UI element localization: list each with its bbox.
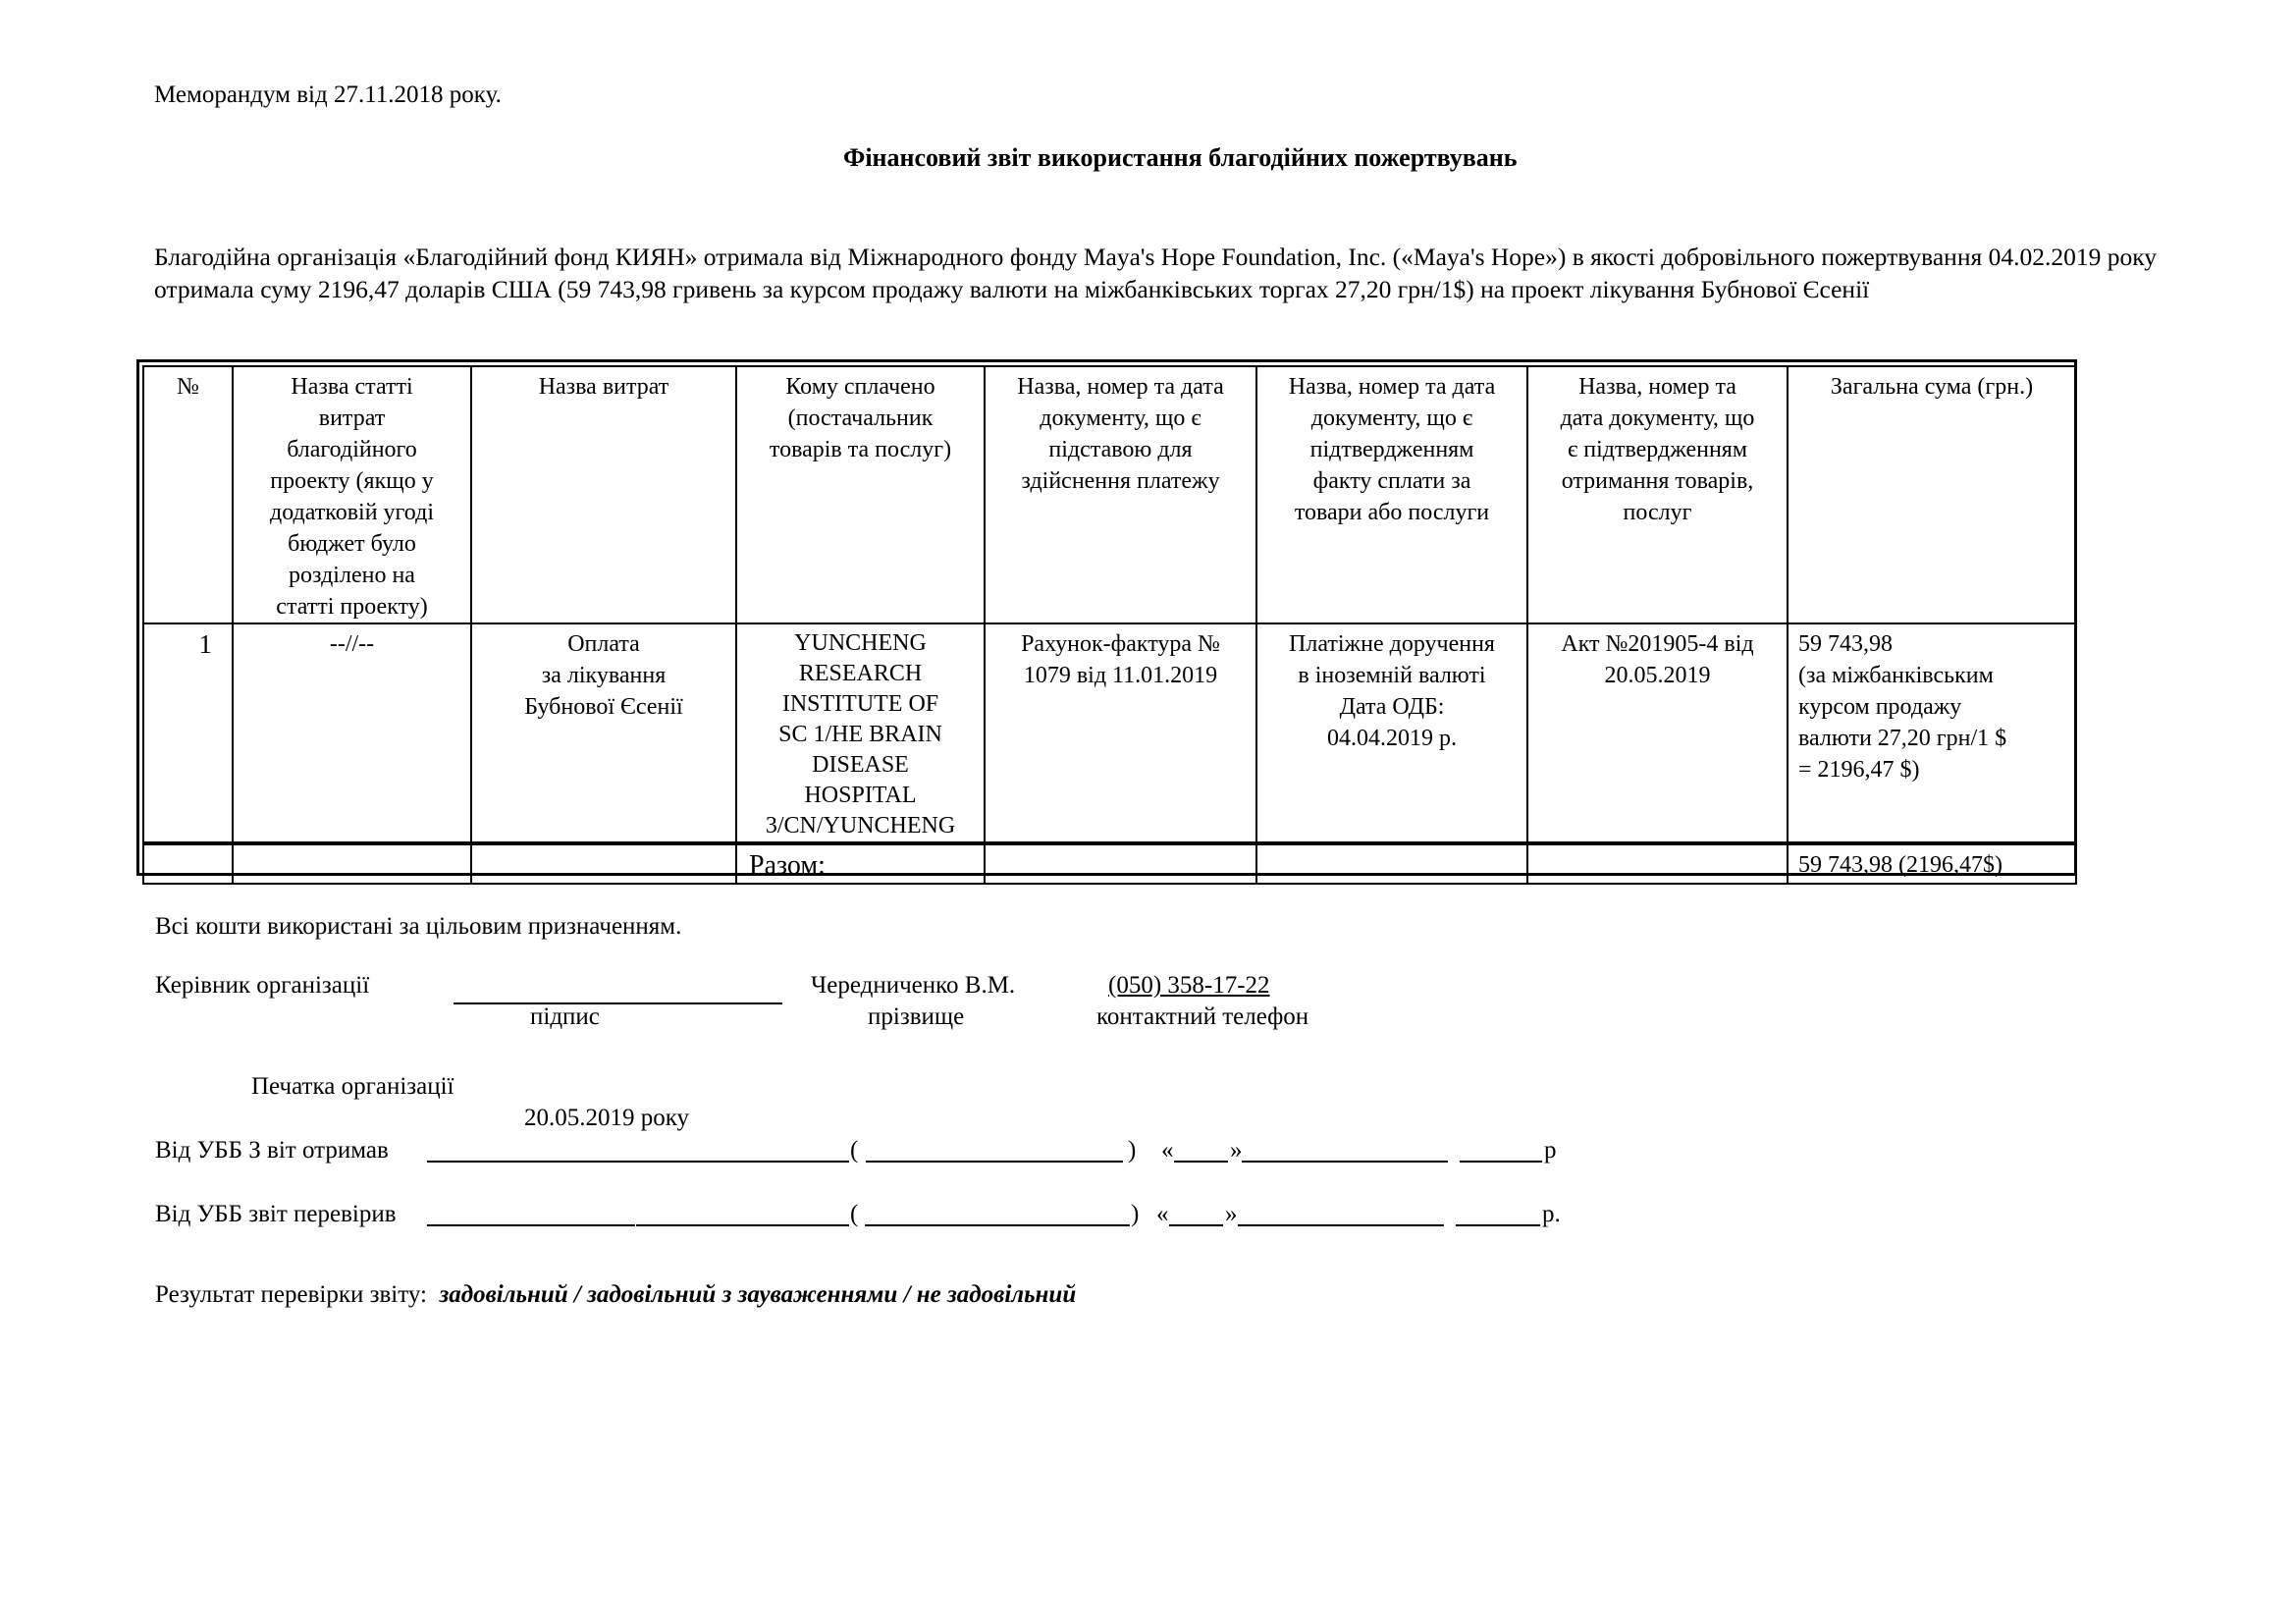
header-receipt-confirmation: Назва, номер та дата документу, що є підтвердженням отримання товарів, послуг xyxy=(1527,366,1788,623)
row-payment-confirmation: Платіжне доручення в іноземній валюті Дата ОДБ: 04.04.2019 р. xyxy=(1256,623,1527,843)
total-sum: 59 743,98 (2196,47$) xyxy=(1788,843,2076,884)
row-number: 1 xyxy=(143,623,233,843)
checked-label: Від УББ звіт перевірив xyxy=(155,1201,397,1227)
row-receipt-confirmation: Акт №201905-4 від 20.05.2019 xyxy=(1527,623,1788,843)
header-payment-basis: Назва, номер та дата документу, що є підставою для здійснення платежу xyxy=(985,366,1256,623)
total-empty-cell xyxy=(985,843,1256,884)
result-options: задовільний / задовільний з зауваженнями / не задовільний xyxy=(439,1281,1077,1308)
open-paren: ( xyxy=(850,1137,859,1164)
page-title: Фінансовий звіт використання благодійних пожертвувань xyxy=(843,143,1518,172)
header-payee: Кому сплачено (постачальник товарів та послуг) xyxy=(736,366,985,623)
checked-day-line[interactable] xyxy=(1169,1224,1223,1226)
result-label: Результат перевірки звіту: xyxy=(155,1281,427,1308)
row-payee: YUNCHENG RESEARCH INSTITUTE OF SC 1/HE BRAIN DISEASE HOSPITAL 3/CN/YUNCHENG xyxy=(736,623,985,843)
total-empty-cell xyxy=(471,843,736,884)
checked-year-line[interactable] xyxy=(1456,1224,1540,1226)
header-payment-confirmation: Назва, номер та дата документу, що є підтвердженням факту сплати за товари або послуги xyxy=(1256,366,1527,623)
close-paren: ) xyxy=(1131,1201,1140,1227)
year-suffix: р. xyxy=(1542,1201,1561,1227)
header-article: Назва статті витрат благодійного проекту (якщо у додатковій угоді бюджет було розділено на статті проекту) xyxy=(233,366,471,623)
stamp-label: Печатка організації xyxy=(251,1073,454,1100)
received-day-line[interactable] xyxy=(1174,1161,1228,1163)
usage-note: Всі кошти використані за цільовим призначенням. xyxy=(155,913,682,940)
year-suffix: р xyxy=(1544,1137,1557,1164)
report-table xyxy=(142,365,2077,885)
table-row xyxy=(143,623,2076,843)
row-expense: Оплата за лікування Бубнової Єсенії xyxy=(471,623,736,843)
caption-surname: прізвище xyxy=(868,1003,965,1030)
caption-signature: підпис xyxy=(530,1003,600,1030)
table-header-row xyxy=(143,366,2076,623)
received-label: Від УББ З віт отримав xyxy=(155,1137,389,1164)
expense-table xyxy=(136,359,2077,881)
total-empty-cell xyxy=(233,843,471,884)
header-number: № xyxy=(143,366,233,623)
checked-signature-line-a[interactable] xyxy=(427,1224,635,1226)
checked-month-line[interactable] xyxy=(1238,1224,1444,1226)
received-month-line[interactable] xyxy=(1242,1161,1448,1163)
header-expense: Назва витрат xyxy=(471,366,736,623)
open-paren: ( xyxy=(850,1201,859,1227)
table-total-row xyxy=(143,843,2076,884)
total-empty-cell xyxy=(1256,843,1527,884)
total-label: Разом: xyxy=(736,843,985,884)
row-article: --//-- xyxy=(233,623,471,843)
close-quote: » xyxy=(1230,1137,1243,1164)
close-quote: » xyxy=(1225,1201,1238,1227)
header-total: Загальна сума (грн.) xyxy=(1788,366,2076,623)
intro-paragraph: Благодійна організація «Благодійний фонд КИЯН» отримала від Міжнародного фонду Maya's Hope Foundation, Inc. («Maya's Hope») в якості добровільного пожертвування 04.02.2019 року отримала суму 2196,47 доларів США (59 743,98 гривень за курсом продажу валюти на міжбанківських торгах 27,20 грн/1$) на проект лікування Бубнової Єсенії xyxy=(154,243,2157,303)
close-paren: ) xyxy=(1128,1137,1137,1164)
result-line xyxy=(155,1282,1076,1307)
received-year-line[interactable] xyxy=(1460,1161,1542,1163)
open-quote: « xyxy=(1156,1201,1169,1227)
head-phone: (050) 358-17-22 xyxy=(1108,972,1270,999)
checked-name-line[interactable] xyxy=(865,1224,1130,1226)
report-date: 20.05.2019 року xyxy=(524,1105,690,1131)
total-empty-cell xyxy=(143,843,233,884)
received-name-line[interactable] xyxy=(866,1161,1123,1163)
memo-line: Меморандум від 27.11.2018 року. xyxy=(154,81,502,108)
open-quote: « xyxy=(1161,1137,1174,1164)
signature-line[interactable] xyxy=(454,1002,782,1004)
checked-signature-line-b[interactable] xyxy=(636,1224,849,1226)
caption-phone: контактний телефон xyxy=(1096,1003,1309,1030)
total-empty-cell xyxy=(1527,843,1788,884)
head-name: Чередниченко В.М. xyxy=(811,972,1016,999)
head-label: Керівник організації xyxy=(155,972,370,999)
row-payment-basis: Рахунок-фактура № 1079 від 11.01.2019 xyxy=(985,623,1256,843)
row-total: 59 743,98 (за міжбанківським курсом продажу валюти 27,20 грн/1 $ = 2196,47 $) xyxy=(1788,623,2076,843)
received-signature-line[interactable] xyxy=(427,1161,849,1163)
